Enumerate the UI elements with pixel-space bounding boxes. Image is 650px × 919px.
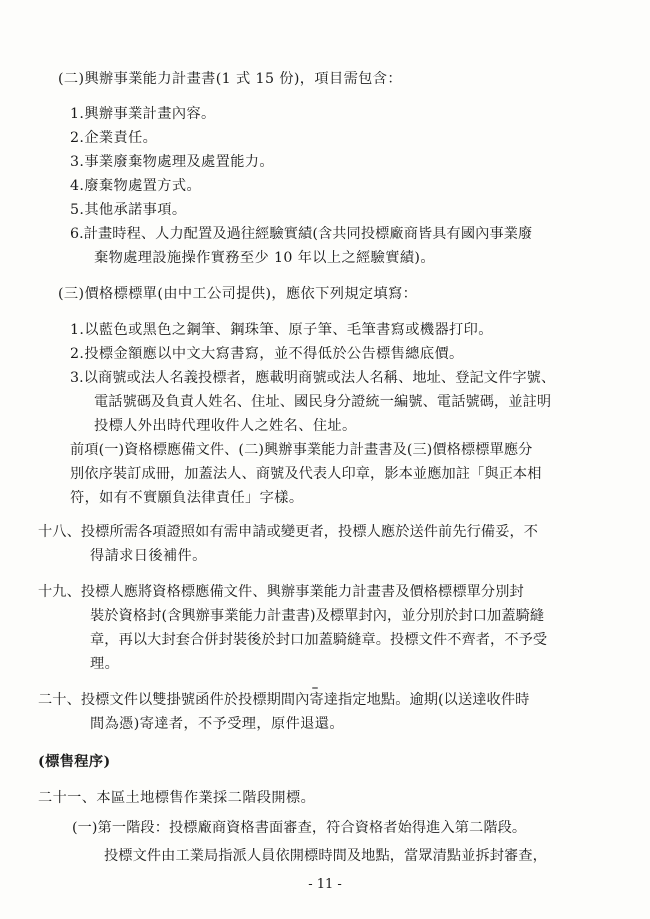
article-20-continuation: 間為憑)寄達者，不予受理，原件退還。 [90,716,344,732]
article-19-continuation: 理。 [90,656,120,672]
section-title-sale-procedure: (標售程序) [38,754,111,770]
list-item: 1.興辦事業計畫內容。 [70,106,216,122]
article-19: 十九、投標人應將資格標應備文件、興辦事業能力計畫書及價格標標單分別封 [38,584,524,600]
paragraph-line: 投標文件由工業局指派人員依開標時間及地點，當眾清點並拆封審查， [104,848,547,864]
paragraph-line: 前項(一)資格標應備文件、(二)興辦事業能力計畫書及(三)價格標標單應分 [70,442,533,458]
list-item: 4.廢棄物處置方式。 [70,178,202,194]
article-19-continuation: 章，再以大封套合併封裝後於封口加蓋騎縫章。投標文件不齊者，不予受 [90,632,548,648]
stage-one-heading: (一)第一階段：投標廠商資格書面審查，符合資格者始得進入第二階段。 [72,820,527,836]
list-item-continuation: 投標人外出時代理收件人之姓名、住址。 [94,418,357,434]
article-19-continuation: 裝於資格封(含興辦事業能力計畫書)及標單封內，並分別於封口加蓋騎縫 [90,608,545,624]
list-item: 5.其他承諾事項。 [70,202,187,218]
list-item-continuation: 棄物處理設施操作實務至少 10 年以上之經驗實績)。 [94,250,435,266]
paragraph-line: 別依序裝訂成冊，加蓋法人、商號及代表人印章，影本並應加註「與正本相 [70,466,542,482]
section-heading-business-plan: (二)興辦事業能力計畫書(1 式 15 份)，項目需包含： [58,71,402,87]
section-heading-price-form: (三)價格標標單(由中工公司提供)，應依下列規定填寫： [58,286,418,302]
list-item: 2.投標金額應以中文大寫書寫，並不得低於公告標售總底價。 [70,346,464,362]
list-item: 1.以藍色或黑色之鋼筆、鋼珠筆、原子筆、毛筆書寫或機器打印。 [70,322,493,338]
article-18-continuation: 得請求日後補件。 [90,548,207,564]
list-item: 6.計畫時程、人力配置及過往經驗實績(含共同投標廠商皆具有國內事業廢 [70,226,533,242]
list-item-continuation: 電話號碼及負責人姓名、住址、國民身分證統一編號、電話號碼，並註明 [94,394,552,410]
scan-mark [312,687,318,689]
article-21: 二十一、本區土地標售作業採二階段開標。 [38,790,316,806]
list-item: 3.以商號或法人名義投標者，應載明商號或法人名稱、地址、登記文件字號、 [70,370,556,386]
article-18: 十八、投標所需各項證照如有需申請或變更者，投標人應於送件前先行備妥，不 [38,524,539,540]
list-item: 2.企業責任。 [70,130,158,146]
list-item: 3.事業廢棄物處理及處置能力。 [70,154,274,170]
article-20: 二十、投標文件以雙掛號函件於投標期間內寄達指定地點。逾期(以送達收件時 [38,692,530,708]
paragraph-line: 符，如有不實願負法律責任」字樣。 [70,490,304,506]
page-number: - 11 - [308,877,342,892]
